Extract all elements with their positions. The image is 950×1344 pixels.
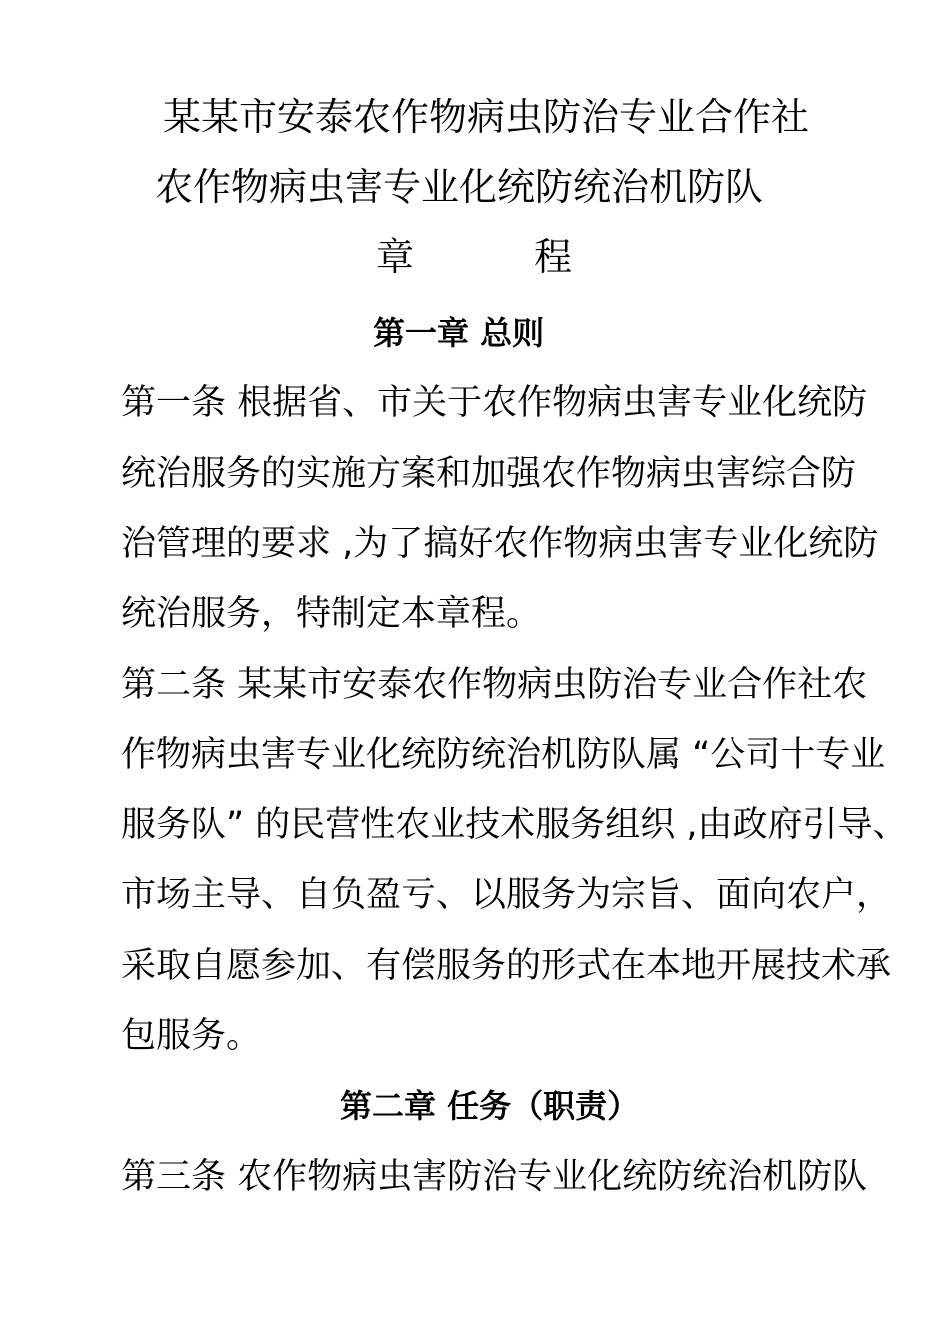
article-2-line-4: 市场主导、自负盈亏、以服务为宗旨、面向农户， (121, 875, 892, 915)
article-2-line-3: 服务队” 的民营性农业技术服务组织 ,由政府引导、 (121, 805, 908, 845)
title-char-zhang: 章 (376, 235, 415, 279)
chapter-2-heading: 第二章 任务（职责） (340, 1087, 640, 1125)
article-2-line-1: 第二条 某某市安泰农作物病虫防治专业合作社农 (121, 665, 868, 705)
document-title-line-1: 某某市安泰农作物病虫防治专业合作社 (163, 95, 810, 139)
document-title-line-2: 农作物病虫害专业化统防统治机防队 (155, 165, 764, 209)
article-1-line-1: 第一条 根据省、市关于农作物病虫害专业化统防 (121, 383, 868, 423)
article-1-line-4: 统治服务，特制定本章程。 (121, 594, 542, 634)
article-1-line-2: 统治服务的实施方案和加强农作物病虫害综合防 (121, 454, 857, 494)
article-1-line-3: 治管理的要求 ,为了搞好农作物病虫害专业化统防 (121, 524, 879, 564)
title-char-cheng: 程 (534, 235, 573, 279)
article-2-line-2: 作物病虫害专业化统防统治机防队属 “公司十专业 (121, 735, 886, 775)
article-2-line-5: 采取自愿参加、有偿服务的形式在本地开展技术承 (121, 946, 892, 986)
chapter-1-heading: 第一章 总则 (373, 314, 545, 352)
article-3-line-1: 第三条 农作物病虫害防治专业化统防统治机防队 (121, 1157, 868, 1197)
document-title-line-3 (376, 234, 572, 280)
article-2-line-6: 包服务。 (121, 1016, 262, 1056)
